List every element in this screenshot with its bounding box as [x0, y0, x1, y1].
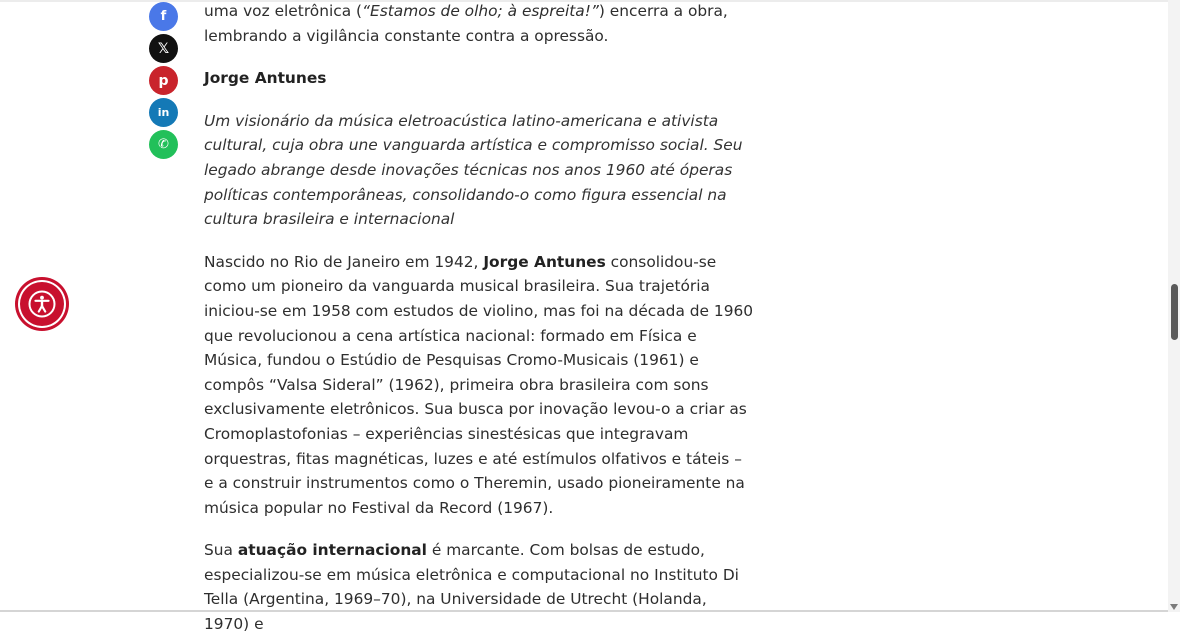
whatsapp-icon: ✆	[158, 137, 169, 152]
intro-quote: “Estamos de olho; à espreita!”	[362, 2, 599, 20]
paragraph-text: Sua	[204, 541, 238, 560]
scrollbar-thumb[interactable]	[1171, 284, 1178, 340]
accessibility-icon	[27, 289, 57, 319]
scroll-down-icon[interactable]	[1170, 604, 1178, 610]
intro-text-start: uma voz eletrônica (	[204, 2, 363, 20]
x-share-button[interactable]	[149, 34, 178, 63]
linkedin-icon: in	[157, 106, 170, 119]
whatsapp-share-button[interactable]	[149, 130, 178, 159]
intro-paragraph	[204, 0, 754, 48]
section-heading: Jorge Antunes	[204, 69, 327, 88]
article-body	[204, 0, 754, 637]
intro-text-end: ) encerra a obra, lembrando a vigilância constante contra a opressão.	[204, 2, 728, 45]
paragraph-text: consolidou-se como um pioneiro da vanguarda musical brasileira. Sua trajetória iniciou-se em 1958 com estudos de violino, mas foi na década de 1960 que revolucionou a cena artística nacional: formado em Física e Música, fundou o Estúdio de Pesquisas Cromo-Musicais (1961) e compôs “Valsa Sideral” (1962), primeira obra brasileira com sons exclusivamente eletrônicos. Sua busca por inovação levou-o a criar as Cromoplastofonias – experiências sinestésicas que integravam orquestras, fitas magnéticas, luzes e até estímulos olfativos e táteis – e a construir instrumentos como o Theremin, usado pioneiramente na música popular no Festival da Record (1967).	[204, 252, 754, 517]
paragraph-text: Nascido no Rio de Janeiro em 1942,	[204, 252, 484, 271]
pinterest-share-button[interactable]	[149, 66, 178, 95]
body-paragraph	[204, 538, 754, 636]
lead-paragraph: Um visionário da música eletroacústica latino-americana e ativista cultural, cuja obra une vanguarda artística e compromisso social. Seu legado abrange desde inovações técnicas nos anos 1960 até óperas políticas contemporâneas, consolidando-o como figura essencial na cultura brasileira e internacional	[204, 111, 743, 229]
x-icon: 𝕏	[157, 40, 170, 57]
bold-text: atuação internacional	[237, 541, 427, 560]
pinterest-icon: p	[158, 72, 169, 89]
bold-text: Jorge Antunes	[483, 252, 606, 271]
facebook-share-button[interactable]	[149, 2, 178, 31]
scrollbar[interactable]	[1168, 0, 1180, 612]
body-paragraph	[204, 250, 754, 521]
linkedin-share-button[interactable]	[149, 98, 178, 127]
accessibility-button[interactable]	[18, 280, 66, 328]
facebook-icon: f	[160, 9, 167, 24]
paragraph-text: é marcante. Com bolsas de estudo, especializou-se em música eletrônica e computacional no Instituto Di Tella (Argentina, 1969–70), na Universidade de Utrecht (Holanda, 1970) e	[204, 541, 739, 634]
